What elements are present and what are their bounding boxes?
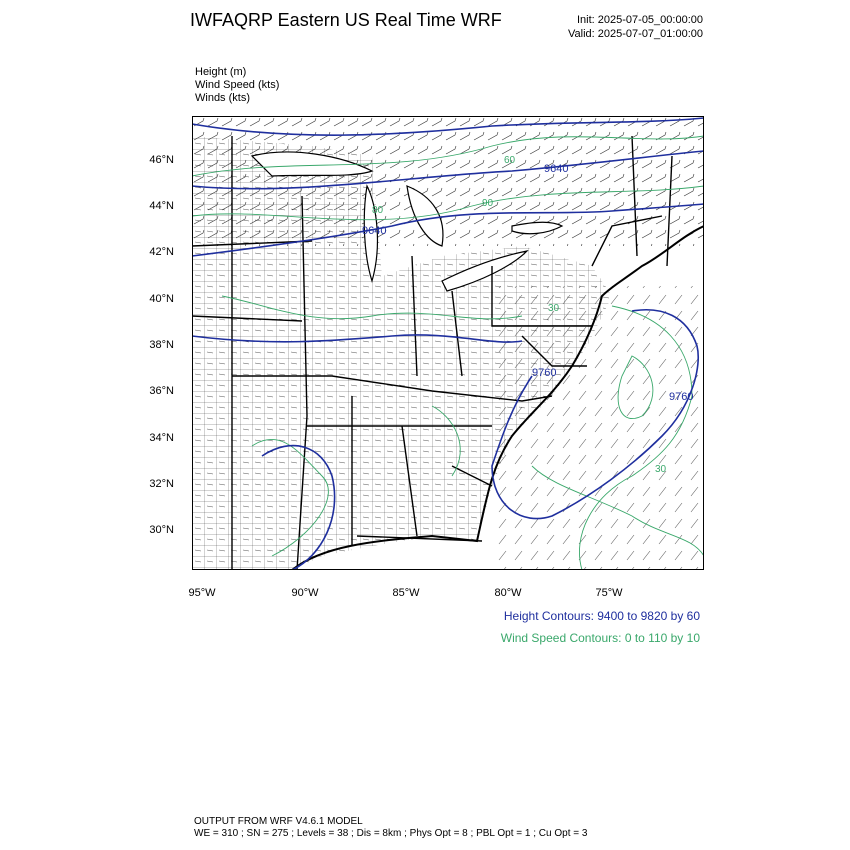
chart-title: IWFAQRP Eastern US Real Time WRF [190, 10, 502, 30]
lon-label-90: 90°W [291, 587, 319, 599]
lon-label-95: 95°W [188, 587, 216, 599]
time-info [530, 13, 703, 41]
height-label-1: 9640 [544, 163, 569, 175]
field-wind-speed: Wind Speed (kts) [195, 79, 280, 91]
field-list [195, 66, 279, 105]
wind-label-4: 30 [548, 303, 560, 314]
field-winds: Winds (kts) [195, 92, 250, 104]
lat-label-36: 36°N [149, 385, 174, 397]
init-time: Init: 2025-07-05_00:00:00 [577, 14, 703, 26]
footer-line-2: WE = 310 ; SN = 275 ; Levels = 38 ; Dis = 8km ; Phys Opt = 8 ; PBL Opt = 1 ; Cu Opt = 3 [194, 828, 588, 839]
lat-label-42: 42°N [149, 246, 174, 258]
height-label-4: 9760 [669, 391, 694, 403]
lat-label-40: 40°N [149, 293, 174, 305]
lat-label-38: 38°N [149, 339, 174, 351]
wind-label-1: 60 [504, 155, 516, 166]
height-label-3: 9760 [532, 367, 557, 379]
lat-label-44: 44°N [149, 200, 174, 212]
legend-wind: Wind Speed Contours: 0 to 110 by 10 [500, 631, 700, 645]
weather-map [192, 116, 704, 570]
field-height: Height (m) [195, 66, 247, 78]
height-label-2: 9640 [362, 225, 387, 237]
wind-barbs-north [192, 116, 704, 246]
lon-label-85: 85°W [392, 587, 420, 599]
wind-label-2: 80 [372, 205, 384, 216]
lat-label-34: 34°N [149, 432, 174, 444]
legend-height: Height Contours: 9400 to 9820 by 60 [503, 609, 700, 623]
footer-line-1: OUTPUT FROM WRF V4.6.1 MODEL [194, 816, 363, 827]
lat-label-30: 30°N [149, 524, 174, 536]
model-footer [194, 816, 587, 840]
valid-time: Valid: 2025-07-07_01:00:00 [568, 28, 703, 40]
lat-label-46: 46°N [149, 154, 174, 166]
wind-barbs-ocean [492, 286, 704, 570]
wind-label-5: 30 [655, 464, 667, 475]
lon-label-75: 75°W [595, 587, 623, 599]
wind-label-3: 90 [482, 198, 494, 209]
lon-label-80: 80°W [494, 587, 522, 599]
lat-label-32: 32°N [149, 478, 174, 490]
